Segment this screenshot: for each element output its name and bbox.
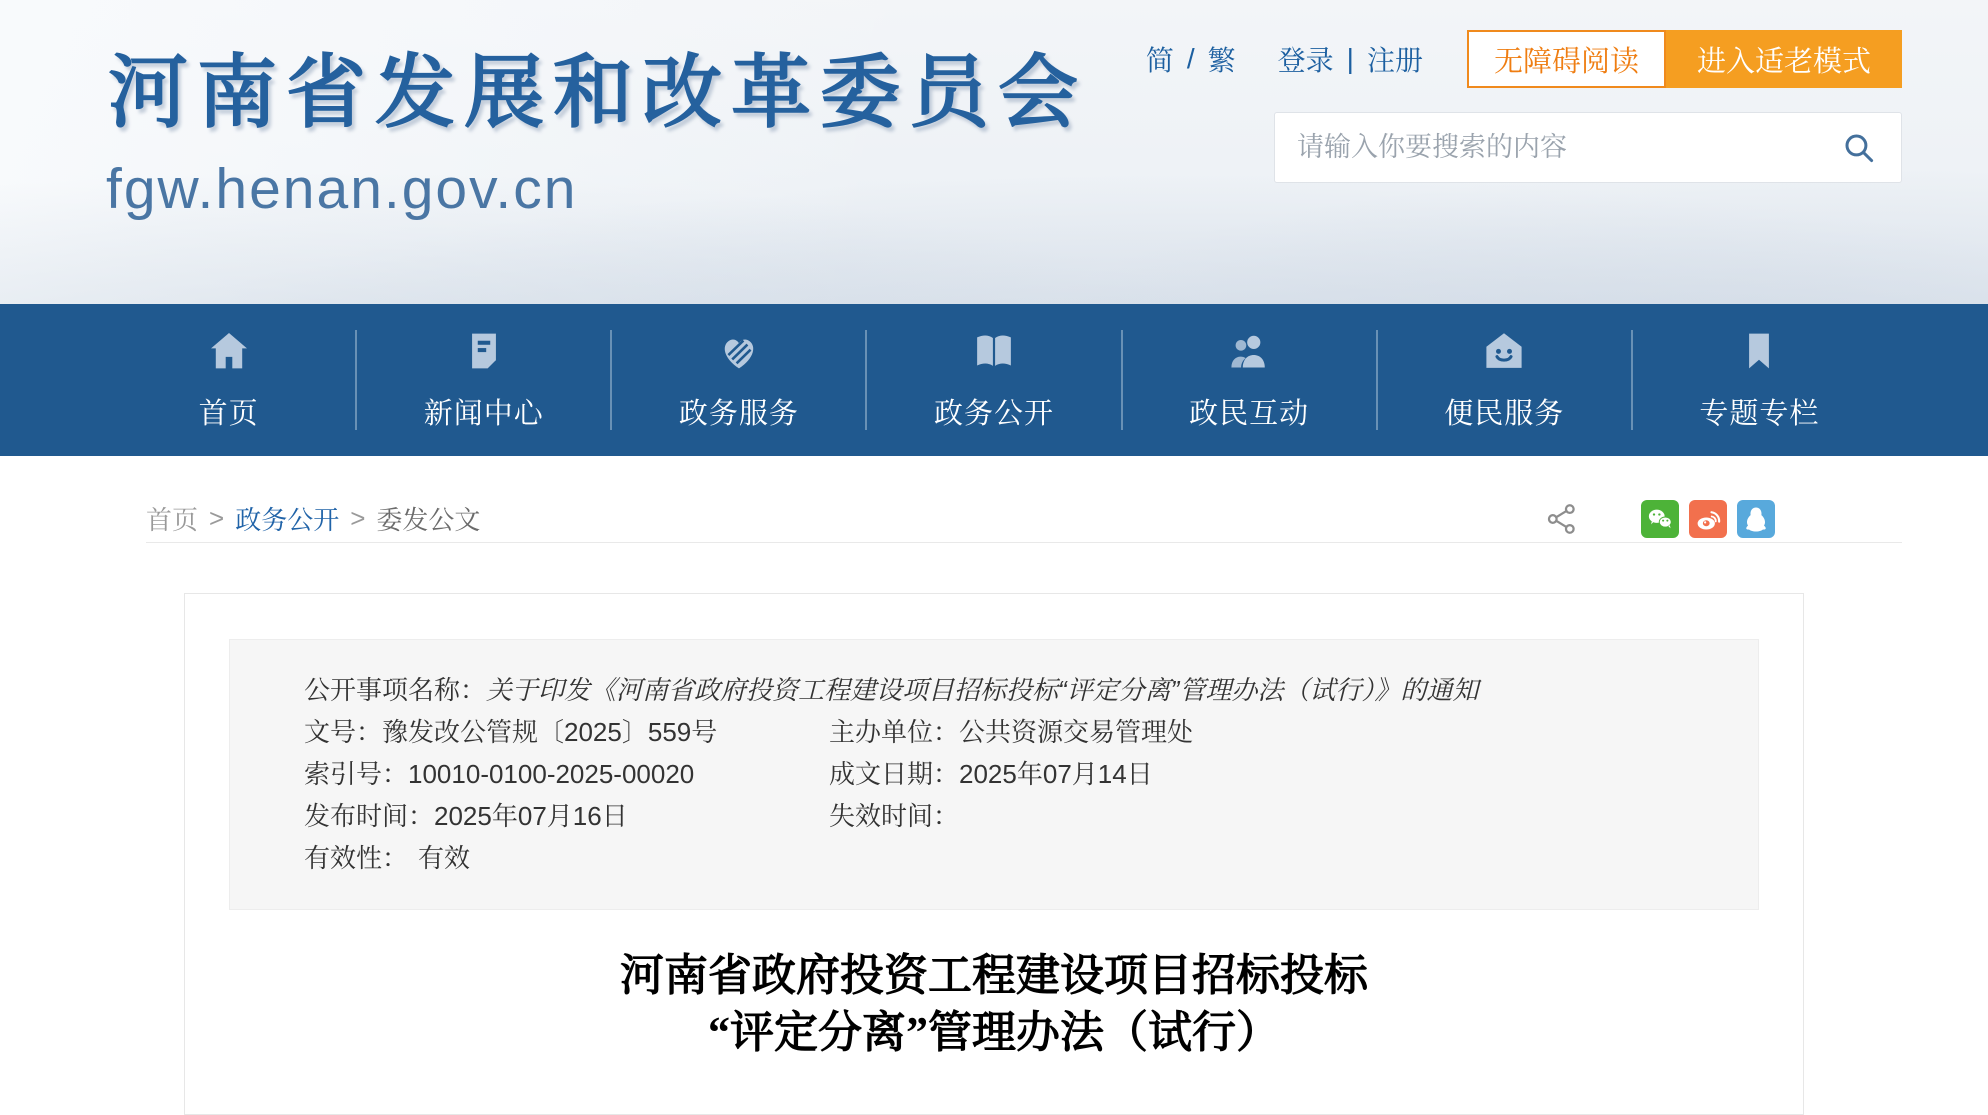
qq-icon[interactable] [1737,500,1775,538]
document-card [184,593,1804,1115]
meta-written-date-value: 2025年07月14日 [959,759,1153,789]
auth-links [1278,39,1423,79]
nav-item-convenience[interactable] [1378,329,1631,432]
meta-publish-label: 发布时间： [304,801,435,831]
meta-name-label: 公开事项名称： [304,675,487,705]
document-meta-box [229,639,1759,910]
lang-traditional-link[interactable]: 繁 [1207,45,1236,76]
meta-validity-value: 有效 [418,843,471,873]
share-icon[interactable] [1545,502,1579,536]
nav-item-label: 便民服务 [1444,397,1565,430]
breadcrumb-separator: > [209,503,225,533]
nav-item-disclosure[interactable] [867,329,1120,432]
meta-doc-number-label: 文号： [304,717,383,747]
meta-organizer-value: 公共资源交易管理处 [959,717,1194,747]
document-title-line2: “评定分离”管理办法（试行） [708,1008,1280,1057]
service-heart-icon [717,329,761,378]
home-icon [207,329,251,378]
nav-item-label: 新闻中心 [423,397,544,430]
nav-item-label: 政民互动 [1189,397,1310,430]
breadcrumb-home[interactable]: 首页 [146,505,199,535]
open-book-icon [972,329,1016,378]
wechat-icon[interactable] [1641,500,1679,538]
nav-item-home[interactable] [102,329,355,432]
elder-mode-button[interactable]: 进入适老模式 [1666,30,1902,88]
register-link[interactable]: 注册 [1366,45,1423,76]
search-input[interactable] [1297,132,1839,163]
login-link[interactable]: 登录 [1277,45,1334,76]
house-smile-icon [1482,329,1526,378]
meta-row-name [304,669,1718,711]
search-icon[interactable] [1839,128,1879,168]
site-logo-title[interactable]: 河南省发展和改革委员会 [108,48,1087,137]
meta-validity-label: 有效性： [304,843,409,873]
utility-row [1146,30,1902,88]
meta-written-date-label: 成文日期： [829,759,960,789]
lang-simplified-link[interactable]: 简 [1145,45,1174,76]
bookmark-icon [1737,329,1781,378]
nav-item-services[interactable] [612,329,865,432]
document-title-line1: 河南省政府投资工程建设项目招标投标 [620,951,1368,1000]
breadcrumb [146,500,480,537]
meta-index-value: 10010-0100-2025-00020 [408,759,695,789]
meta-row-index-date [304,753,1718,795]
meta-name-value: 关于印发《河南省政府投资工程建设项目招标投标“评定分离”管理办法（试行）》的通知 [486,675,1479,705]
meta-index-label: 索引号： [304,759,409,789]
site-header [0,0,1988,304]
meta-organizer-label: 主办单位： [829,717,960,747]
news-icon [462,329,506,378]
breadcrumb-separator: > [350,503,366,533]
site-logo-url: fgw.henan.gov.cn [106,157,578,221]
share-cluster [1545,500,1775,538]
nav-item-label: 首页 [198,397,259,430]
people-icon [1227,329,1271,378]
auth-divider: | [1346,43,1354,74]
breadcrumb-current: 委发公文 [376,505,481,535]
nav-item-news[interactable] [357,329,610,432]
accessibility-reading-button[interactable]: 无障碍阅读 [1467,30,1666,88]
breadcrumb-row [0,456,1988,593]
lang-separator: / [1186,43,1195,74]
main-nav [0,304,1988,456]
breadcrumb-divider-line [146,542,1902,543]
main-nav-inner [102,304,1886,456]
meta-row-publish-expire [304,795,1718,837]
search-box [1274,112,1902,183]
meta-publish-value: 2025年07月16日 [434,801,628,831]
meta-row-validity [304,837,1718,879]
weibo-icon[interactable] [1689,500,1727,538]
document-title [185,947,1803,1061]
nav-item-label: 政务公开 [933,397,1054,430]
nav-item-topics[interactable] [1633,329,1886,432]
breadcrumb-disclosure[interactable]: 政务公开 [235,505,340,535]
language-switch [1146,39,1236,79]
nav-item-label: 专题专栏 [1699,397,1820,430]
meta-doc-number-value: 豫发改公管规〔2025〕559号 [382,717,718,747]
meta-row-number-organizer [304,711,1718,753]
meta-expire-label: 失效时间： [829,801,960,831]
nav-item-label: 政务服务 [678,397,799,430]
nav-item-interaction[interactable] [1123,329,1376,432]
